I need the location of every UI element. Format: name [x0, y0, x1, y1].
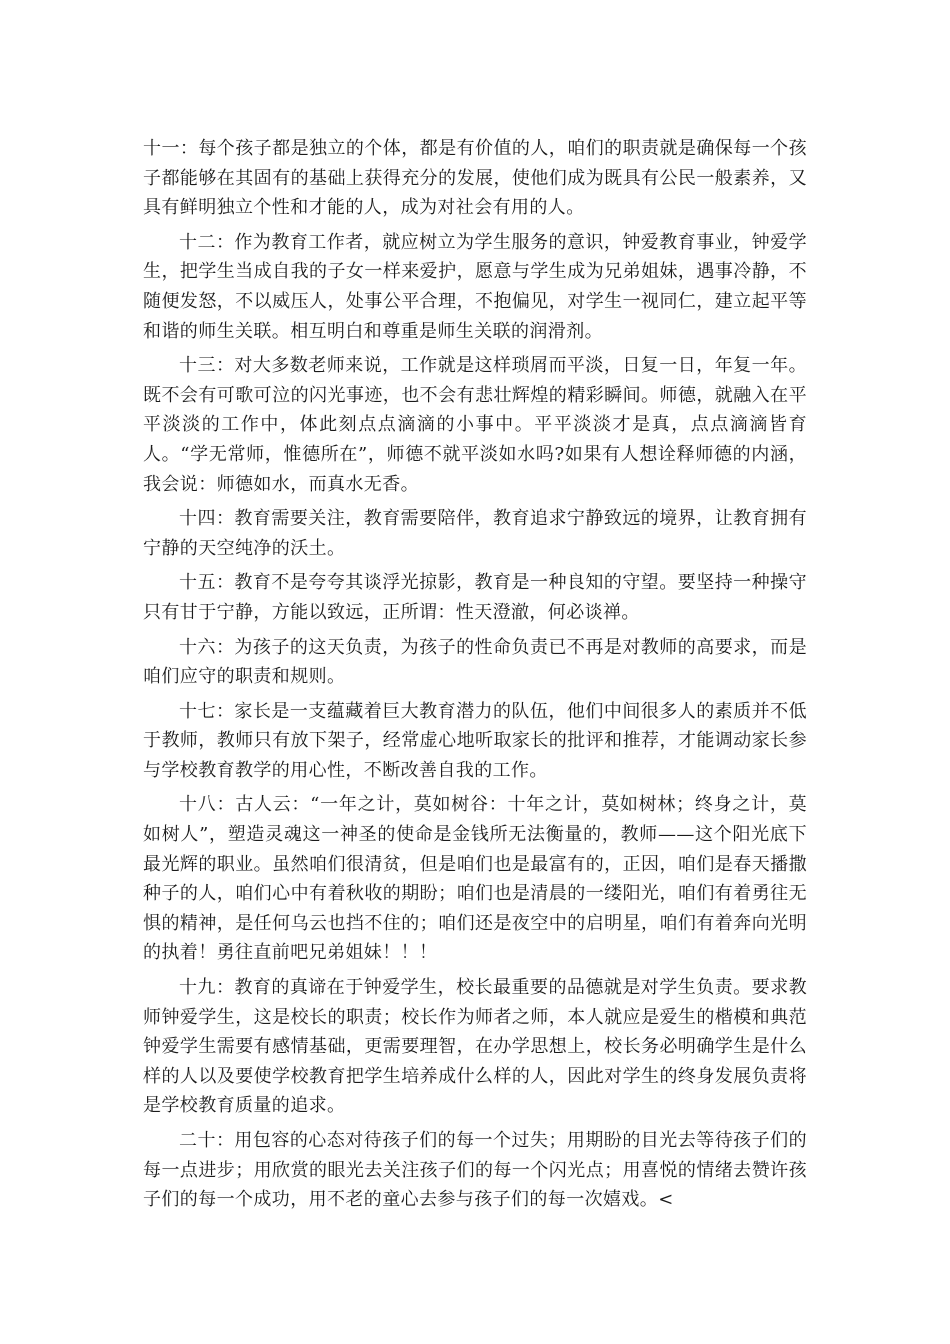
paragraph-13: 十三：对大多数老师来说，工作就是这样琐屑而平淡，日复一日，年复一年。既不会有可歌可泣的闪光事迹，也不会有悲壮辉煌的精彩瞬间。师德，就融入在平平淡淡的工作中，体此刻点点滴滴的小事中。平平淡淡才是真，点点滴滴皆育人。“学无常师，惟德所在”，师德不就平淡如水吗?如果有人想诠释师德的内涵，我会说：师德如水，而真水无香。: [143, 355, 807, 495]
paragraph-18: 十八：古人云：“一年之计，莫如树谷：十年之计，莫如树林；终身之计，莫如树人”，塑造灵魂这一神圣的使命是金钱所无法衡量的，教师——这个阳光底下最光辉的职业。虽然咱们很清贫，但是咱们也是最富有的，正因，咱们是春天播撒种子的人，咱们心中有着秋收的期盼；咱们也是清晨的一缕阳光，咱们有着勇往无惧的精神，是任何乌云也挡不住的；咱们还是夜空中的启明星，咱们有着奔向光明的执着！勇往直前吧兄弟姐妹！！！: [143, 794, 807, 964]
paragraph-16: 十六：为孩子的这天负责，为孩子的性命负责已不再是对教师的高要求，而是咱们应守的职责和规则。: [143, 636, 807, 688]
paragraph-15: 十五：教育不是夸夸其谈浮光掠影，教育是一种良知的守望。要坚持一种操守只有甘于宁静，方能以致远，正所谓：性天澄澈，何必谈禅。: [143, 572, 807, 623]
paragraph-14: 十四：教育需要关注，教育需要陪伴，教育追求宁静致远的境界，让教育拥有宁静的天空纯净的沃土。: [143, 508, 807, 559]
paragraph-19: 十九：教育的真谛在于钟爱学生，校长最重要的品德就是对学生负责。要求教师钟爱学生，这是校长的职责；校长作为师者之师，本人就应是爱生的楷模和典范钟爱学生需要有感情基础，更需要理智，在办学思想上，校长务必明确学生是什么样的人以及要使学校教育把学生培养成什么样的人，因此对学生的终身发展负责将是学校教育质量的追求。: [143, 977, 807, 1117]
paragraph-20: 二十：用包容的心态对待孩子们的每一个过失；用期盼的目光去等待孩子们的每一点进步；用欣赏的眼光去关注孩子们的每一个闪光点；用喜悦的情绪去赞许孩子们的每一个成功，用不老的童心去参与孩子们的每一次嬉戏。<: [143, 1130, 807, 1211]
paragraph-11: 十一：每个孩子都是独立的个体，都是有价值的人，咱们的职责就是确保每一个孩子都能够在其固有的基础上获得充分的发展，使他们成为既具有公民一般素养，又具有鲜明独立个性和才能的人，成为对社会有用的人。: [143, 138, 807, 219]
paragraph-17: 十七：家长是一支蕴藏着巨大教育潜力的队伍，他们中间很多人的素质并不低于教师，教师只有放下架子，经常虚心地听取家长的批评和推荐，才能调动家长参与学校教育教学的用心性，不断改善自我的工作。: [143, 700, 807, 781]
paragraph-12: 十二：作为教育工作者，就应树立为学生服务的意识，钟爱教育事业，钟爱学生，把学生当成自我的子女一样来爱护，愿意与学生成为兄弟姐妹，遇事冷静，不随便发怒，不以威压人，处事公平合理，不抱偏见，对学生一视同仁，建立起平等和谐的师生关联。相互明白和尊重是师生关联的润滑剂。: [143, 231, 807, 342]
document-page: [143, 134, 807, 1220]
